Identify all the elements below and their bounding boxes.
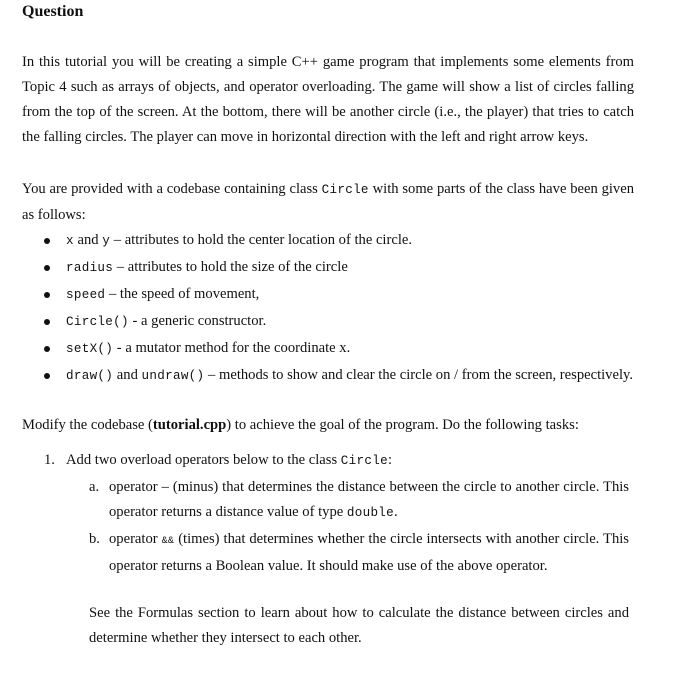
item-description: - a generic constructor. bbox=[128, 313, 267, 329]
connector-text: and bbox=[113, 367, 142, 383]
subtask-text-post: (times) that determines whether the circle intersects with another circle. This operator returns a Boolean value. It should make use of the above operator. bbox=[109, 531, 629, 574]
codebase-text-pre: You are provided with a codebase containing class bbox=[22, 181, 322, 197]
list-item bbox=[22, 228, 633, 255]
bullet-icon bbox=[44, 346, 50, 352]
subtask-text-post: . bbox=[394, 504, 398, 520]
task-1a bbox=[89, 475, 629, 526]
bullet-icon bbox=[44, 238, 50, 244]
code-term: y bbox=[102, 234, 111, 248]
item-description: – attributes to hold the size of the circle bbox=[113, 259, 348, 275]
subtask-label: b. bbox=[89, 531, 100, 547]
item-description: – the speed of movement, bbox=[105, 286, 260, 302]
code-term: Circle() bbox=[66, 315, 129, 329]
code-term: draw() bbox=[66, 369, 114, 383]
code-term: x bbox=[66, 234, 74, 248]
class-name-code: Circle bbox=[340, 454, 388, 468]
class-members-list bbox=[22, 228, 633, 390]
item-description: - a mutator method for the coordinate x. bbox=[113, 340, 351, 356]
item-description: – methods to show and clear the circle on / from the screen, respectively. bbox=[204, 367, 634, 383]
subtask-label: a. bbox=[89, 479, 100, 495]
list-item bbox=[22, 282, 633, 309]
list-item bbox=[22, 309, 633, 336]
modify-paragraph bbox=[22, 413, 579, 438]
page-title: Question bbox=[22, 3, 84, 20]
subtask-text-pre: operator bbox=[109, 531, 162, 547]
formulas-note: See the Formulas section to learn about how to calculate the distance between circles and determine whether they intersect to each other. bbox=[89, 605, 629, 646]
bullet-icon bbox=[44, 265, 50, 271]
modify-text-pre: Modify the codebase ( bbox=[22, 417, 153, 433]
connector-text: and bbox=[73, 232, 103, 248]
subtask-text-pre: operator – (minus) that determines the distance between the circle to another circle. This operator returns a distance value of type bbox=[109, 479, 629, 520]
bullet-icon bbox=[44, 373, 50, 379]
subtask-text bbox=[89, 475, 629, 526]
codebase-paragraph bbox=[22, 177, 634, 228]
list-item bbox=[22, 255, 633, 282]
class-name-code: Circle bbox=[321, 183, 369, 197]
subtask-text bbox=[89, 527, 629, 579]
filename: tutorial.cpp bbox=[152, 417, 227, 433]
code-term: speed bbox=[66, 288, 106, 302]
bullet-icon bbox=[44, 292, 50, 298]
list-item bbox=[22, 363, 633, 390]
task-1 bbox=[44, 448, 392, 474]
modify-text-post: ) to achieve the goal of the program. Do the following tasks: bbox=[226, 417, 579, 433]
code-term: setX() bbox=[66, 342, 114, 356]
code-term: radius bbox=[66, 261, 114, 275]
task-1b bbox=[89, 527, 629, 579]
task-number: 1. bbox=[44, 452, 55, 468]
operator-code: && bbox=[161, 536, 175, 547]
task-text-post: : bbox=[387, 452, 392, 468]
intro-paragraph: In this tutorial you will be creating a simple C++ game program that implements some elements from Topic 4 such as arrays of objects, and operator overloading. The game will show a list of circles falling from the top of the screen. At the bottom, there will be another circle (i.e., the player) that tries to catch the falling circles. The player can move in horizontal direction with the left and right arrow keys. bbox=[22, 54, 634, 145]
codebase-text-post: with some parts of the class have been given as follows: bbox=[22, 181, 634, 223]
code-term: undraw() bbox=[141, 369, 205, 383]
item-description: – attributes to hold the center location of the circle. bbox=[110, 232, 412, 248]
list-item bbox=[22, 336, 633, 363]
type-code: double bbox=[346, 506, 395, 520]
bullet-icon bbox=[44, 319, 50, 325]
task-text-pre: Add two overload operators below to the class bbox=[66, 452, 341, 468]
